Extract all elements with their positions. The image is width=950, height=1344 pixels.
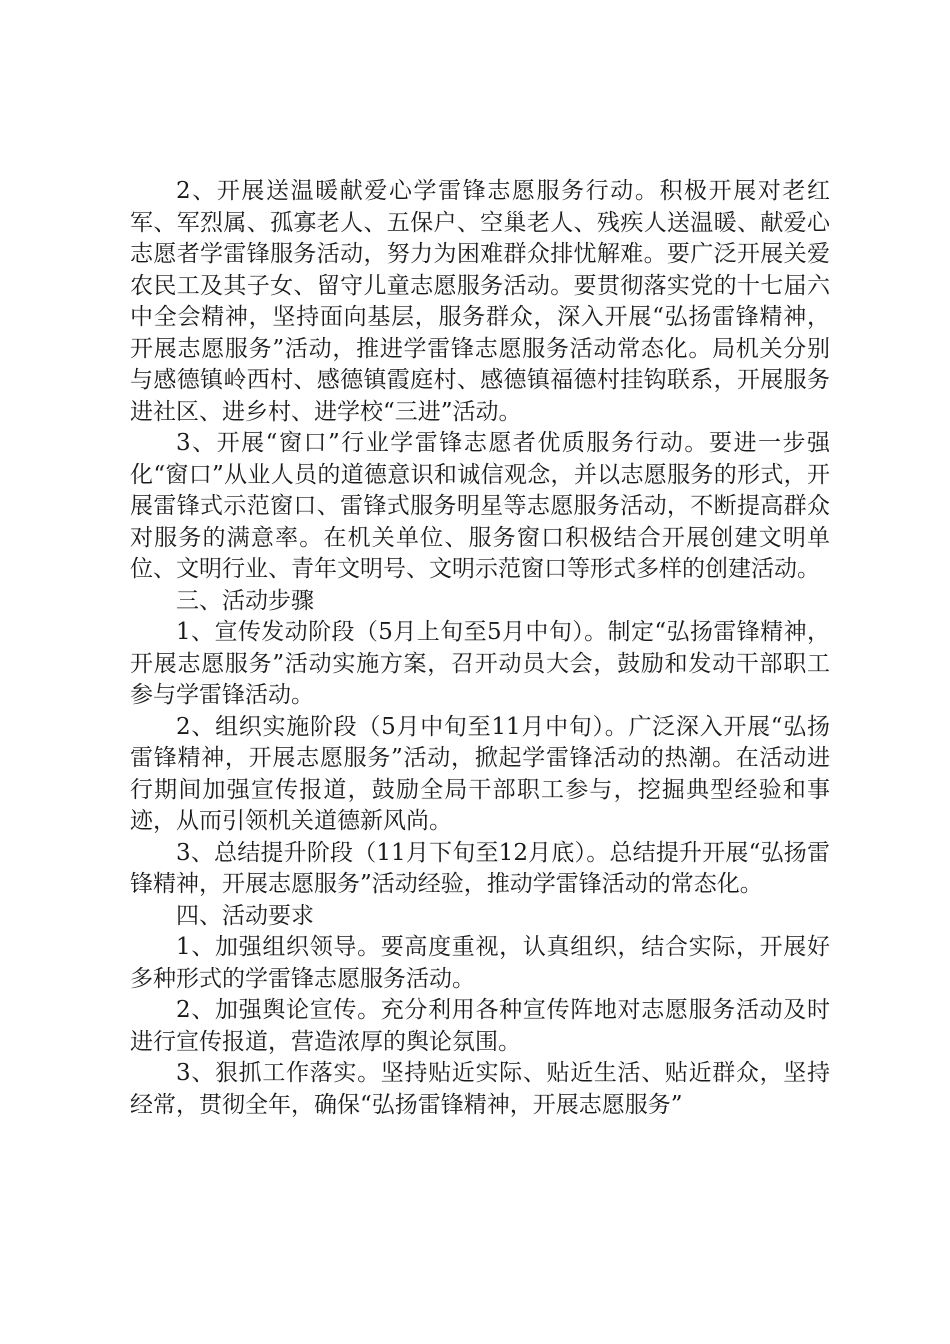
paragraph-window-action: 3、开展“窗口”行业学雷锋志愿者优质服务行动。要进一步强化“窗口”从业人员的道德意识和诚信观念，并以志愿服务的形式，开展雷锋式示范窗口、雷锋式服务明星等志愿服务活动，不断提高群众对服务的满意率。在机关单位、服务窗口积极结合开展创建文明单位、文明行业、青年文明号、文明示范窗口等形式多样的创建活动。 — [130, 430, 830, 582]
paragraph-step-summary: 3、总结提升阶段（11月下旬至12月底）。总结提升开展“弘扬雷锋精神，开展志愿服务”活动经验，推动学雷锋活动的常态化。 — [130, 839, 830, 897]
document-page — [130, 176, 830, 1121]
paragraph-req-publicity: 2、加强舆论宣传。充分利用各种宣传阵地对志愿服务活动及时进行宣传报道，营造浓厚的舆论氛围。 — [130, 997, 830, 1055]
paragraph-warmth-action: 2、开展送温暖献爱心学雷锋志愿服务行动。积极开展对老红军、军烈属、孤寡老人、五保户、空巢老人、残疾人送温暖、献爱心志愿者学雷锋服务活动，努力为困难群众排忧解难。要广泛开展关爱农民工及其子女、留守儿童志愿服务活动。要贯彻落实党的十七届六中全会精神，坚持面向基层，服务群众，深入开展“弘扬雷锋精神，开展志愿服务”活动，推进学雷锋志愿服务活动常态化。局机关分别与感德镇岭西村、感德镇霞庭村、感德镇福德村挂钩联系，开展服务进社区、进乡村、进学校“三进”活动。 — [130, 178, 830, 425]
section-heading-requirements: 四、活动要求 — [176, 902, 314, 929]
paragraph-req-implementation: 3、狠抓工作落实。坚持贴近实际、贴近生活、贴近群众，坚持经常，贯彻全年，确保“弘扬雷锋精神，开展志愿服务” — [130, 1060, 830, 1118]
paragraph-step-publicity: 1、宣传发动阶段（5月上旬至5月中旬）。制定“弘扬雷锋精神，开展志愿服务”活动实施方案，召开动员大会，鼓励和发动干部职工参与学雷锋活动。 — [130, 619, 830, 708]
paragraph-step-implementation: 2、组织实施阶段（5月中旬至11月中旬）。广泛深入开展“弘扬雷锋精神，开展志愿服务”活动，掀起学雷锋活动的热潮。在活动进行期间加强宣传报道，鼓励全局干部职工参与，挖掘典型经验和事迹，从而引领机关道德新风尚。 — [130, 713, 830, 834]
section-heading-steps: 三、活动步骤 — [176, 587, 314, 614]
paragraph-req-leadership: 1、加强组织领导。要高度重视，认真组织，结合实际，开展好多种形式的学雷锋志愿服务活动。 — [130, 934, 830, 992]
